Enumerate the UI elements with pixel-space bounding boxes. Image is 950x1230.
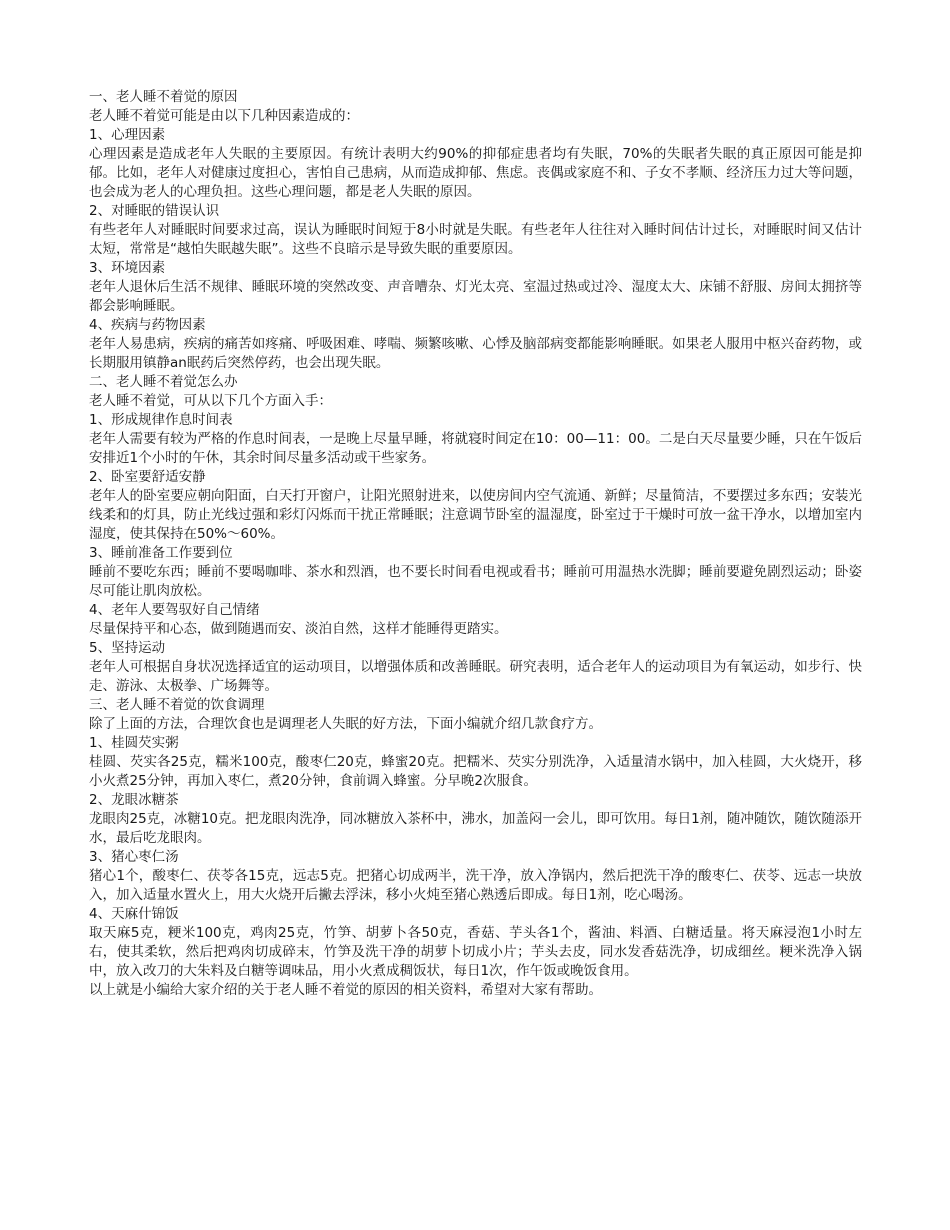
- section-1-title: 一、老人睡不着觉的原因: [89, 89, 238, 105]
- section-2-intro: 老人睡不着觉，可从以下几个方面入手：: [89, 393, 332, 409]
- recipe-2-body: 龙眼肉25克，冰糖10克。把龙眼肉洗净，同冰糖放入茶杯中，沸水，加盖闷一会儿，即可饮用。每日1剂，随冲随饮，随饮随添开水，最后吃龙眼肉。: [89, 811, 862, 846]
- conclusion: 以上就是小编给大家介绍的关于老人睡不着觉的原因的相关资料，希望对大家有帮助。: [89, 982, 602, 998]
- section-1-intro: 老人睡不着觉可能是由以下几种因素造成的：: [89, 108, 359, 124]
- tip-4-title: 4、老年人要驾驭好自己情绪: [89, 602, 260, 618]
- recipe-3-title: 3、猪心枣仁汤: [89, 849, 179, 865]
- recipe-4-title: 4、天麻什锦饭: [89, 906, 179, 922]
- cause-4-title: 4、疾病与药物因素: [89, 317, 206, 333]
- section-3-title: 三、老人睡不着觉的饮食调理: [89, 697, 265, 713]
- tip-2-body: 老年人的卧室要应朝向阳面，白天打开窗户，让阳光照射进来，以使房间内空气流通、新鲜；尽量简洁，不要摆过多东西；安装光线柔和的灯具，防止光线过强和彩灯闪烁而干扰正常睡眠；注意调节卧室的温湿度，卧室过于干燥时可放一盆干净水，以增加室内湿度，使其保持在50%～60%。: [89, 488, 862, 542]
- cause-2-title: 2、对睡眠的错误认识: [89, 203, 220, 219]
- section-3-intro: 除了上面的方法，合理饮食也是调理老人失眠的好方法，下面小编就介绍几款食疗方。: [89, 716, 602, 732]
- cause-2-body: 有些老年人对睡眠时间要求过高，误认为睡眠时间短于8小时就是失眠。有些老年人往往对入睡时间估计过长，对睡眠时间又估计太短，常常是“越怕失眠越失眠”。这些不良暗示是导致失眠的重要原因。: [89, 222, 862, 257]
- cause-1-body: 心理因素是造成老年人失眠的主要原因。有统计表明大约90%的抑郁症患者均有失眠，70%的失眠者失眠的真正原因可能是抑郁。比如，老年人对健康过度担心，害怕自己患病，从而造成抑郁、焦虑。丧偶或家庭不和、子女不孝顺、经济压力过大等问题，也会成为老人的心理负担。这些心理问题，都是老人失眠的原因。: [89, 146, 862, 200]
- cause-3-body: 老年人退休后生活不规律、睡眠环境的突然改变、声音嘈杂、灯光太亮、室温过热或过冷、湿度太大、床铺不舒服、房间太拥挤等都会影响睡眠。: [89, 279, 862, 314]
- tip-1-body: 老年人需要有较为严格的作息时间表，一是晚上尽量早睡，将就寝时间定在10：00—11：00。二是白天尽量要少睡，只在午饭后安排近1个小时的午休，其余时间尽量多活动或干些家务。: [89, 431, 862, 466]
- recipe-1-title: 1、桂圆芡实粥: [89, 735, 179, 751]
- tip-5-body: 老年人可根据自身状况选择适宜的运动项目，以增强体质和改善睡眠。研究表明，适合老年人的运动项目为有氧运动，如步行、快走、游泳、太极拳、广场舞等。: [89, 659, 862, 694]
- tip-3-title: 3、睡前准备工作要到位: [89, 545, 233, 561]
- recipe-3-body: 猪心1个，酸枣仁、茯苓各15克，远志5克。把猪心切成两半，洗干净，放入净锅内，然后把洗干净的酸枣仁、茯苓、远志一块放入，加入适量水置火上，用大火烧开后撇去浮沫，移小火炖至猪心熟透后即成。每日1剂，吃心喝汤。: [89, 868, 862, 903]
- cause-3-title: 3、环境因素: [89, 260, 166, 276]
- tip-2-title: 2、卧室要舒适安静: [89, 469, 206, 485]
- tip-5-title: 5、坚持运动: [89, 640, 166, 656]
- tip-3-body: 睡前不要吃东西；睡前不要喝咖啡、茶水和烈酒，也不要长时间看电视或看书；睡前可用温热水洗脚；睡前要避免剧烈运动；卧姿尽可能让肌肉放松。: [89, 564, 862, 599]
- cause-1-title: 1、心理因素: [89, 127, 166, 143]
- tip-4-body: 尽量保持平和心态，做到随遇而安、淡泊自然，这样才能睡得更踏实。: [89, 621, 508, 637]
- tip-1-title: 1、形成规律作息时间表: [89, 412, 233, 428]
- recipe-4-body: 取天麻5克，粳米100克，鸡肉25克，竹笋、胡萝卜各50克，香菇、芋头各1个，酱油、料酒、白糖适量。将天麻浸泡1小时左右，使其柔软，然后把鸡肉切成碎末，竹笋及洗干净的胡萝卜切成小片；芋头去皮，同水发香菇洗净，切成细丝。粳米洗净入锅中，放入改刀的大朱料及白糖等调味品，用小火煮成稠饭状，每日1次，作午饭或晚饭食用。: [89, 925, 862, 979]
- recipe-1-body: 桂圆、芡实各25克，糯米100克，酸枣仁20克，蜂蜜20克。把糯米、芡实分别洗净，入适量清水锅中，加入桂圆，大火烧开，移小火煮25分钟，再加入枣仁，煮20分钟，食前调入蜂蜜。分早晚2次服食。: [89, 754, 862, 789]
- recipe-2-title: 2、龙眼冰糖茶: [89, 792, 179, 808]
- section-2-title: 二、老人睡不着觉怎么办: [89, 374, 238, 390]
- cause-4-body: 老年人易患病，疾病的痛苦如疼痛、呼吸困难、哮喘、频繁咳嗽、心悸及脑部病变都能影响睡眠。如果老人服用中枢兴奋药物，或长期服用镇静an眠药后突然停药，也会出现失眠。: [89, 336, 862, 371]
